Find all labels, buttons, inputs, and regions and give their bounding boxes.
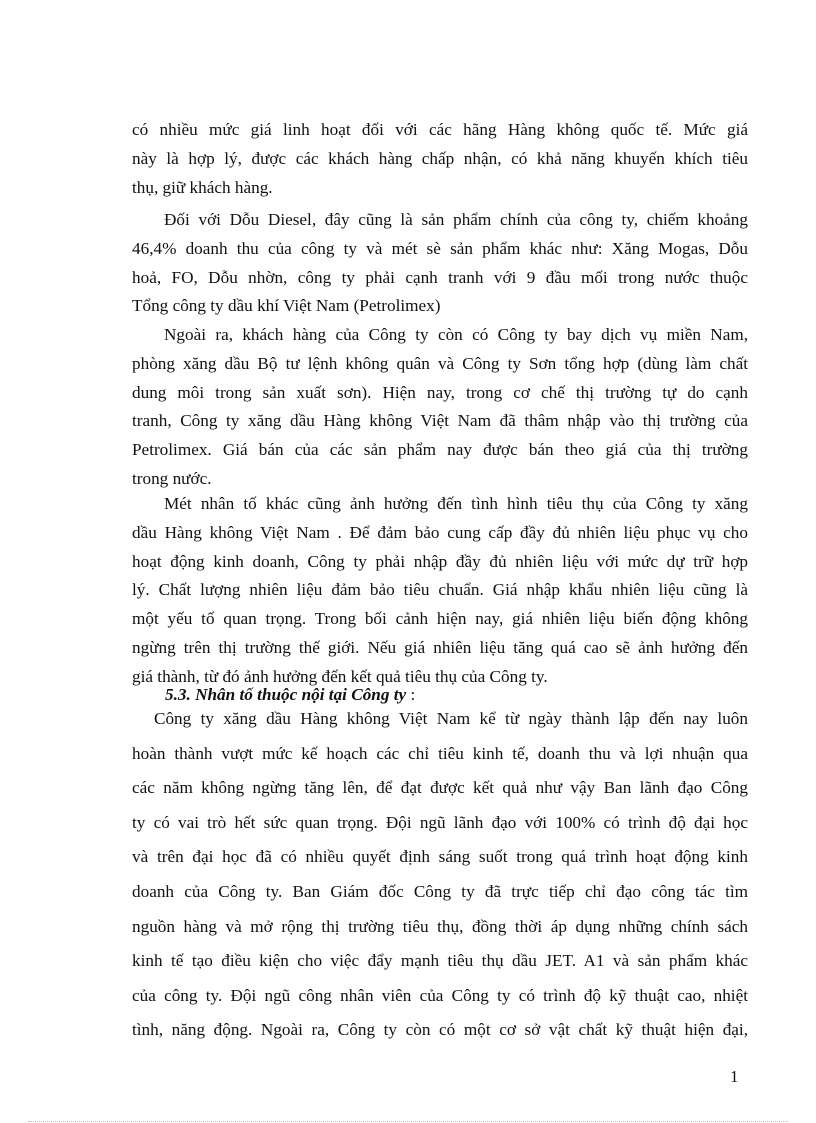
text-line: dung môi trong sản xuất sơn). Hiện nay, trong cơ chế thị trường tự do cạnh — [132, 382, 748, 402]
paragraph-other-customers — [132, 321, 748, 494]
paragraph-diesel — [132, 206, 748, 321]
text-line: 46,4% doanh thu của công ty và mét sè sản phẩm khác như: Xăng Mogas, Dỗu — [132, 238, 748, 258]
text-line: ty có vai trò hết sức quan trọng. Đội ngũ lãnh đạo với 100% có trình độ đại học — [132, 812, 748, 832]
text-line: này là hợp lý, được các khách hàng chấp nhận, có khả năng khuyến khích tiêu — [132, 148, 748, 168]
text-line: lý. Chất lượng nhiên liệu đảm bảo tiêu chuẩn. Giá nhập khẩu nhiên liệu cũng là — [132, 580, 748, 600]
text-line: các năm không ngừng tăng lên, để đạt được kết quả như vậy Ban lãnh đạo Công — [132, 778, 748, 798]
text-line: và trên đại học đã có nhiều quyết định sáng suốt trong quá trình hoạt động kinh — [132, 847, 748, 867]
text-line: có nhiều mức giá linh hoạt đối với các hãng Hàng không quốc tế. Mức giá — [132, 120, 748, 139]
text-line: Petrolimex. Giá bán của các sản phẩm nay được bán theo giá của thị trường — [132, 440, 748, 460]
text-line: dầu Hàng không Việt Nam . Để đảm bảo cung cấp đầy đủ nhiên liệu phục vụ cho — [132, 522, 748, 542]
text-line: Ngoài ra, khách hàng của Công ty còn có Công ty bay dịch vụ miền Nam, — [164, 325, 748, 344]
text-line: kinh tế tạo điều kiện cho việc đẩy mạnh tiêu thụ dầu JET. A1 và sản phẩm khác — [132, 951, 748, 971]
text-line: tranh, Công ty xăng dầu Hàng không Việt Nam đã thâm nhập vào thị trường của — [132, 411, 748, 431]
section-heading-title: 5.3. Nhân tố thuộc nội tại Công ty — [165, 685, 407, 704]
text-line: hoạt động kinh doanh, Công ty phải nhập đầy đủ nhiên liệu với mức dự trữ hợp — [132, 551, 748, 571]
text-line: của công ty. Đội ngũ công nhân viên của Công ty có trình độ kỹ thuật cao, nhiệt — [132, 985, 748, 1005]
section-heading-suffix: : — [406, 685, 416, 704]
text-line: Tổng công ty dầu khí Việt Nam (Petrolimex) — [132, 296, 441, 316]
text-line: Mét nhân tố khác cũng ảnh hưởng đến tình hình tiêu thụ của Công ty xăng — [164, 494, 748, 513]
text-line: nguồn hàng và mở rộng thị trường tiêu thụ, đồng thời áp dụng những chính sách — [132, 916, 748, 936]
text-line: doanh của Công ty. Ban Giám đốc Công ty đã trực tiếp chỉ đạo công tác tìm — [132, 881, 748, 901]
text-line: một yếu tố quan trọng. Trong bối cảnh hiện nay, giá nhiên liệu biến động không — [132, 609, 748, 629]
paragraph-external-factors — [132, 490, 748, 692]
paragraph-internal-factors — [132, 702, 748, 1048]
text-line: giá thành, từ đó ảnh hưởng đến kết quả tiêu thụ của Công ty. — [132, 666, 548, 686]
text-line: ngừng trên thị trường thế giới. Nếu giá nhiên liệu tăng quá cao sẽ ảnh hưởng đến — [132, 637, 748, 657]
text-line: Công ty xăng dầu Hàng không Việt Nam kể từ ngày thành lập đến nay luôn — [154, 709, 748, 728]
text-line: phòng xăng dầu Bộ tư lệnh không quân và Công ty Sơn tổng hợp (dùng làm chất — [132, 353, 748, 373]
page-number: 1 — [730, 1067, 739, 1086]
text-line: hoàn thành vượt mức kế hoạch các chỉ tiêu kinh tế, doanh thu và lợi nhuận qua — [132, 743, 748, 763]
text-line: tình, năng động. Ngoài ra, Công ty còn có một cơ sở vật chất kỹ thuật hiện đại, — [132, 1020, 748, 1040]
text-line: trong nước. — [132, 468, 212, 488]
text-line: thụ, giữ khách hàng. — [132, 177, 273, 197]
text-line: hoả, FO, Dỗu nhờn, công ty phải cạnh tranh với 9 đầu mối trong nước thuộc — [132, 267, 748, 287]
footer-divider — [28, 1121, 788, 1122]
paragraph-pricing — [132, 116, 748, 202]
text-line: Đối với Dỗu Diesel, đây cũng là sản phẩm chính của công ty, chiếm khoảng — [164, 210, 748, 229]
